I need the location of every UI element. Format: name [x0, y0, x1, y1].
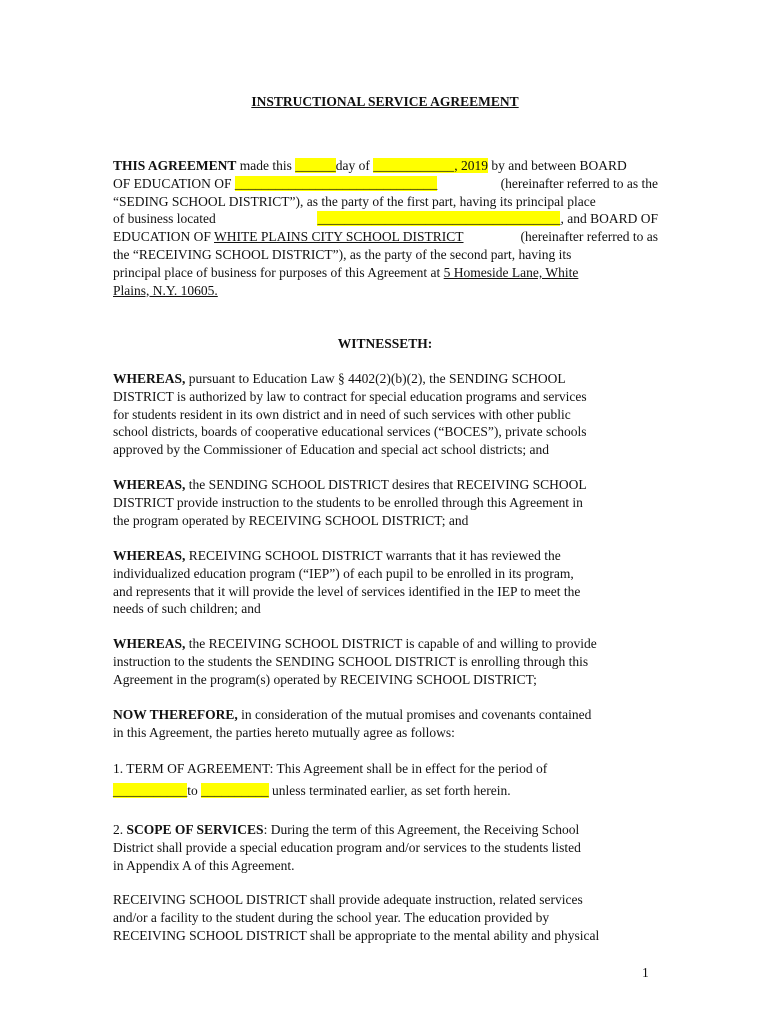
this-agreement-label: THIS AGREEMENT — [113, 158, 237, 173]
intro-line-3: “SEDING SCHOOL DISTRICT”), as the party of the first part, having its principal place — [113, 193, 596, 209]
witnesseth-heading: WITNESSETH: — [337, 336, 433, 351]
term-of-agreement-section — [113, 760, 658, 800]
intro-line-5: EDUCATION OF WHITE PLAINS CITY SCHOOL DISTRICT (hereinafter referred to as — [113, 229, 658, 245]
document-title: INSTRUCTIONAL SERVICE AGREEMENT — [251, 94, 519, 109]
whereas-label: WHEREAS, — [113, 636, 186, 651]
intro-line-2: OF EDUCATION OF ______________________________ (hereinafter referred to as the — [113, 175, 658, 191]
receiving-district-name: WHITE PLAINS CITY SCHOOL DISTRICT — [214, 229, 464, 245]
whereas-label: WHEREAS, — [113, 548, 186, 563]
intro-line-8 — [113, 282, 658, 300]
page-number: 1 — [642, 965, 649, 980]
intro-line-1: THIS AGREEMENT made this ______day of ____________, 2019 by and between BOARD — [113, 158, 627, 173]
intro-line-6: the “RECEIVING SCHOOL DISTRICT”), as the party of the second part, having its — [113, 246, 572, 262]
whereas-paragraph-4: WHEREAS, the RECEIVING SCHOOL DISTRICT is capable of and willing to provide instruction to the students the SENDING SCHOOL DISTRICT is enrolling through this Agreement in the program(s) operated by RECEIVING SCHOOL DISTRICT; — [113, 636, 597, 687]
term-line-2: ___________to __________ unless terminated earlier, as set forth herein. — [113, 782, 511, 798]
whereas-paragraph-1: WHEREAS, pursuant to Education Law § 4402(2)(b)(2), the SENDING SCHOOL DISTRICT is authorized by law to contract for special education programs and services for students resident in its own district and in need of such services with other public school districts, boards of cooperative educational services (“BOCES”), private schools approved by the Commissioner of Education and special act school districts; and — [113, 371, 587, 458]
location-blank[interactable]: ____________________________________ — [317, 211, 561, 227]
term-line-1: 1. TERM OF AGREEMENT: This Agreement shall be in effect for the period of — [113, 761, 548, 776]
term-end-blank[interactable]: __________ — [201, 782, 269, 798]
intro-line-7: principal place of business for purposes of this Agreement at 5 Homeside Lane, White — [113, 264, 579, 280]
address-line-2: Plains, N.Y. 10605. — [113, 282, 218, 298]
month-blank[interactable]: ____________ — [373, 158, 455, 173]
whereas-paragraph-2: WHEREAS, the SENDING SCHOOL DISTRICT desires that RECEIVING SCHOOL DISTRICT provide instruction to the students to be enrolled through this Agreement in the program operated by RECEIVING SCHOOL DISTRICT; and — [113, 477, 587, 528]
term-start-blank[interactable]: ___________ — [113, 782, 188, 798]
scope-of-services-section: 2. SCOPE OF SERVICES: During the term of this Agreement, the Receiving School District shall provide a special education program and/or services to the students listed in Appendix A of this Agreement. — [113, 822, 581, 873]
day-blank[interactable]: ______ — [295, 158, 336, 173]
whereas-paragraph-3: WHEREAS, RECEIVING SCHOOL DISTRICT warrants that it has reviewed the individualized education program (“IEP”) of each pupil to be enrolled in its program, and represents that it will provide the level of services identified in the IEP to meet the needs of such children; and — [113, 548, 581, 617]
sending-district-blank[interactable]: ______________________________ — [234, 175, 438, 191]
now-therefore-label: NOW THEREFORE, — [113, 707, 238, 722]
intro-line-4: of business located ____________________________________, and BOARD OF — [113, 211, 658, 227]
address-line-1: 5 Homeside Lane, White — [443, 264, 579, 280]
scope-of-services-label: SCOPE OF SERVICES — [126, 822, 264, 837]
now-therefore-paragraph: NOW THEREFORE, in consideration of the mutual promises and covenants contained in this Agreement, the parties hereto mutually agree as follows: — [113, 707, 592, 740]
intro-paragraph — [113, 157, 658, 299]
year-highlight: , 2019 — [454, 158, 489, 173]
receiving-district-paragraph: RECEIVING SCHOOL DISTRICT shall provide adequate instruction, related services and/or a facility to the student during the school year. The education provided by RECEIVING SCHOOL DISTRICT shall be appropriate to the mental ability and physical — [113, 892, 600, 943]
whereas-label: WHEREAS, — [113, 477, 186, 492]
whereas-label: WHEREAS, — [113, 371, 186, 386]
